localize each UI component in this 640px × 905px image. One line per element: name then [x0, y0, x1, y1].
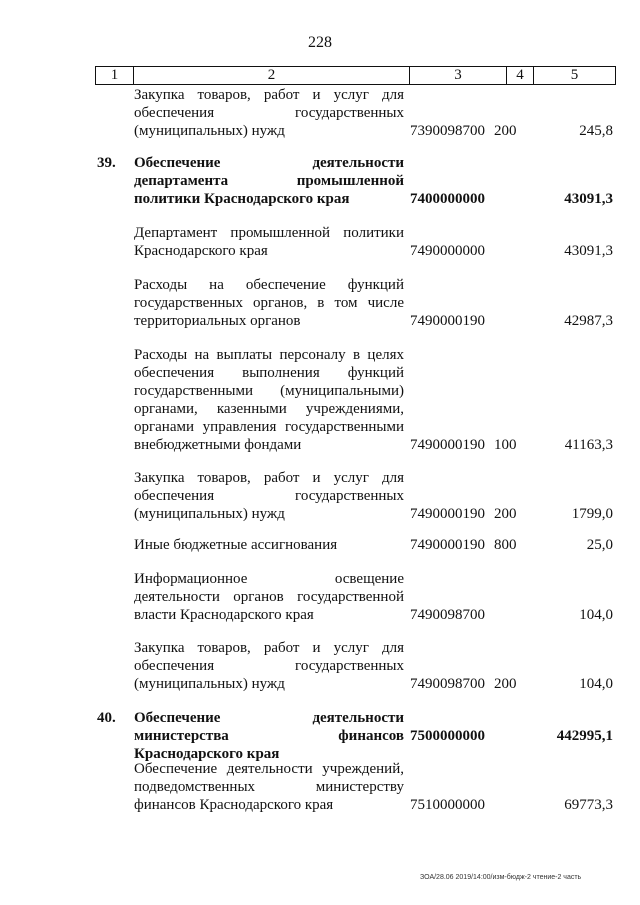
row-amount: 245,8 [579, 123, 613, 139]
column-header-3: 3 [410, 67, 507, 85]
row-description: Иные бюджетные ассигнования [134, 537, 338, 553]
row-code: 7490000190 [410, 313, 485, 329]
row-number: 40. [97, 710, 116, 726]
column-header-row [96, 67, 616, 85]
row-amount: 43091,3 [564, 191, 613, 207]
row-code: 7490000000 [410, 243, 485, 259]
row-amount: 1799,0 [571, 506, 613, 522]
page-number: 228 [308, 34, 332, 51]
row-expense-kind: 800 [494, 537, 517, 553]
row-description: Закупка товаров, работ и услуг для обеспечения государственных (муниципальных) нужд [134, 87, 404, 139]
row-expense-kind: 200 [494, 506, 517, 522]
row-description: Закупка товаров, работ и услуг для обеспечения государственных (муниципальных) нужд [134, 640, 404, 692]
row-code: 7490098700 [410, 607, 485, 623]
column-header-1: 1 [96, 67, 134, 85]
row-code: 7490000190 [410, 437, 485, 453]
column-header-4: 4 [507, 67, 534, 85]
row-description: Обеспечение деятельности министерства финансов Краснодарского края [134, 710, 404, 762]
row-expense-kind: 200 [494, 676, 517, 692]
row-amount: 25,0 [586, 537, 613, 553]
row-description: Расходы на выплаты персоналу в целях обеспечения выполнения функций государственными (муниципальными) органами, казенными учреждениями, органами управления государственными внебюджетными фондами [134, 347, 404, 453]
row-code: 7490000190 [410, 506, 485, 522]
row-code: 7390098700 [410, 123, 485, 139]
row-amount: 41163,3 [564, 437, 613, 453]
row-amount: 42987,3 [564, 313, 613, 329]
row-description: Обеспечение деятельности департамента промышленной политики Краснодарского края [134, 155, 404, 207]
row-code: 7490098700 [410, 676, 485, 692]
row-amount: 43091,3 [564, 243, 613, 259]
row-code: 7490000190 [410, 537, 485, 553]
document-footer-code: ЗОА/28.06 2019/14:00/изм-бюдж-2 чтение-2 часть [420, 874, 582, 881]
row-description: Информационное освещение деятельности органов государственной власти Краснодарского края [134, 571, 404, 623]
row-number: 39. [97, 155, 116, 171]
row-amount: 104,0 [579, 607, 613, 623]
row-description: Обеспечение деятельности учреждений, подведомственных министерству финансов Краснодарского края [134, 761, 404, 813]
row-description: Закупка товаров, работ и услуг для обеспечения государственных (муниципальных) нужд [134, 470, 404, 522]
row-description: Расходы на обеспечение функций государственных органов, в том числе территориальных органов [134, 277, 404, 329]
row-expense-kind: 100 [494, 437, 517, 453]
column-header-table [95, 66, 616, 85]
row-expense-kind: 200 [494, 123, 517, 139]
row-amount: 69773,3 [564, 797, 613, 813]
row-description: Департамент промышленной политики Краснодарского края [134, 225, 404, 259]
row-code: 7400000000 [410, 191, 485, 207]
row-code: 7500000000 [410, 728, 485, 744]
row-amount: 442995,1 [556, 728, 613, 744]
row-amount: 104,0 [579, 676, 613, 692]
column-header-2: 2 [134, 67, 410, 85]
row-code: 7510000000 [410, 797, 485, 813]
column-header-5: 5 [534, 67, 616, 85]
